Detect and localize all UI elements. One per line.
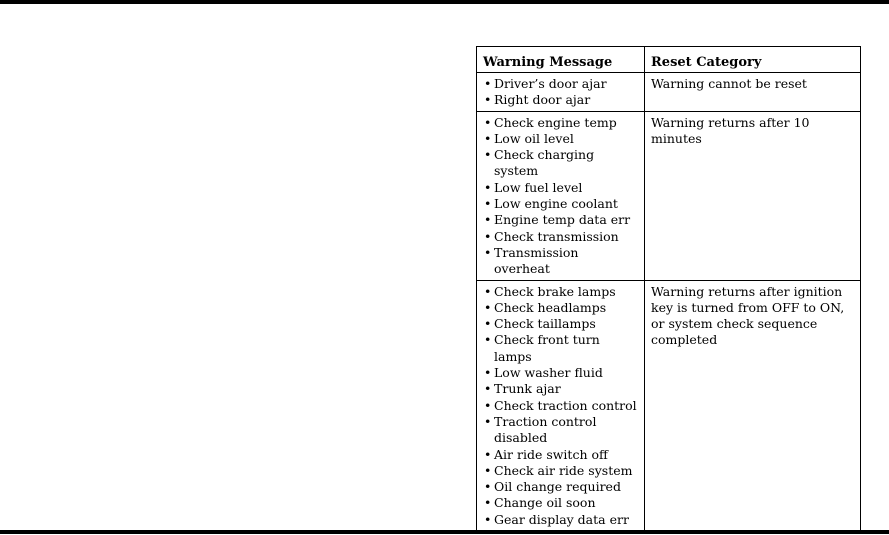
list-item: • Air ride switch off — [483, 447, 638, 463]
list-item: • Check engine temp — [483, 115, 638, 131]
messages-cell — [477, 280, 645, 530]
list-item: • Low engine coolant — [483, 196, 638, 212]
warning-reset-table — [476, 46, 861, 531]
header-warning-message: Warning Message — [477, 47, 645, 73]
list-item: • Check front turn lamps — [483, 332, 638, 365]
list-item: • Right door ajar — [483, 92, 638, 108]
bottom-rule — [0, 530, 889, 534]
list-item: • Check taillamps — [483, 316, 638, 332]
table-row — [477, 111, 861, 280]
list-item: • Low oil level — [483, 131, 638, 147]
list-item: • Check traction control — [483, 398, 638, 414]
table-row — [477, 73, 861, 112]
category-cell: Warning returns after ignition key is turned from OFF to ON, or system check sequence completed — [645, 280, 861, 530]
category-cell: Warning returns after 10 minutes — [645, 111, 861, 280]
messages-cell — [477, 73, 645, 112]
list-item: • Oil change required — [483, 479, 638, 495]
list-item: • Low fuel level — [483, 180, 638, 196]
message-list — [483, 115, 638, 278]
messages-cell — [477, 111, 645, 280]
list-item: • Driver’s door ajar — [483, 76, 638, 92]
list-item: • Low washer fluid — [483, 365, 638, 381]
list-item: • Gear display data err — [483, 512, 638, 528]
list-item: • Check air ride system — [483, 463, 638, 479]
list-item: • Trunk ajar — [483, 381, 638, 397]
list-item: • Check brake lamps — [483, 284, 638, 300]
table-row — [477, 280, 861, 530]
list-item: • Check charging system — [483, 147, 638, 180]
header-reset-category: Reset Category — [645, 47, 861, 73]
list-item: • Change oil soon — [483, 495, 638, 511]
top-rule — [0, 0, 889, 4]
list-item: • Engine temp data err — [483, 212, 638, 228]
category-cell: Warning cannot be reset — [645, 73, 861, 112]
list-item: • Check transmission — [483, 229, 638, 245]
list-item: • Traction control disabled — [483, 414, 638, 447]
message-list — [483, 284, 638, 528]
list-item: • Transmission overheat — [483, 245, 638, 278]
list-item: • Check headlamps — [483, 300, 638, 316]
message-list — [483, 76, 638, 109]
table-header-row — [477, 47, 861, 73]
